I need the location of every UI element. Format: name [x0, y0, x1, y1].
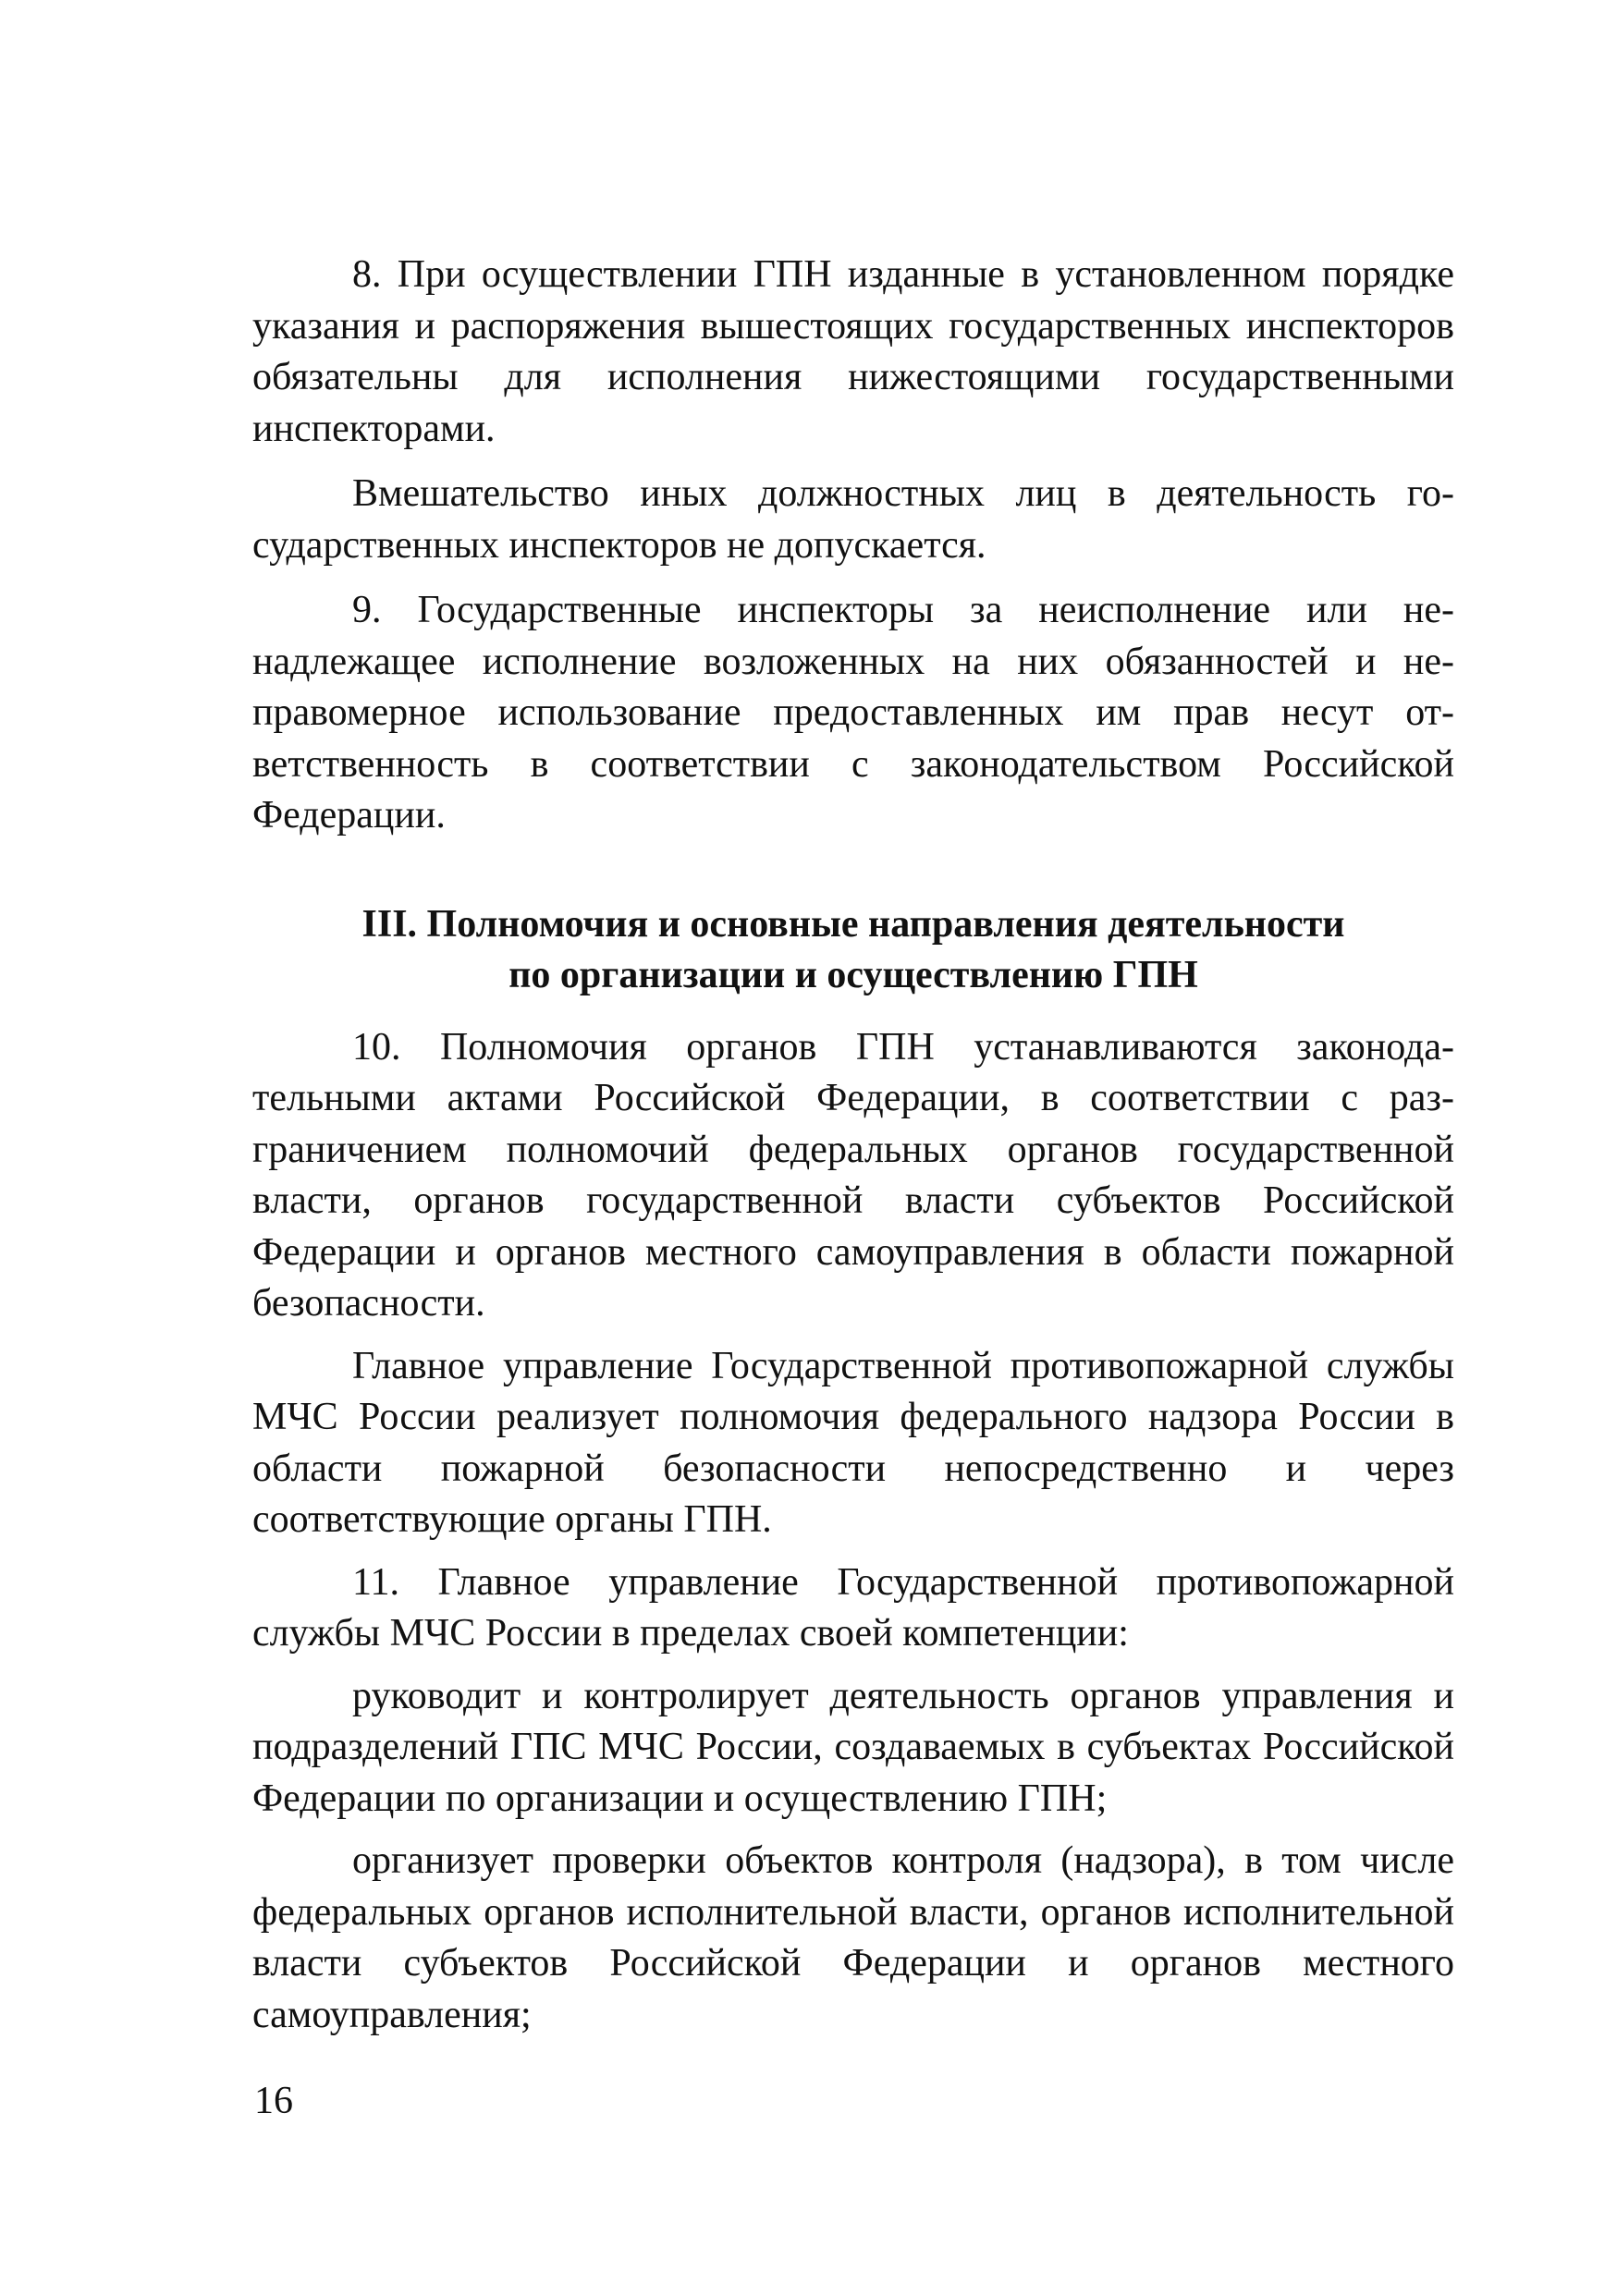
- paragraph-11-item-1: руководит и контролирует деятельность органов управления и подразделений ГПС МЧС России, создаваемых в субъектах Российской Федерации по организации и осуществлению ГПН;: [252, 1674, 1454, 1820]
- paragraph-8: 8. При осуществлении ГПН изданные в установленном порядке указания и распоряжения вышестоящих государственных инспекторов обязательны для исполнения нижестоящими государственными инспекторами.: [252, 253, 1454, 450]
- section-heading: [252, 899, 1454, 1002]
- section-heading-line-2: по организации и осуществлению ГПН: [508, 954, 1198, 996]
- page-number: 16: [254, 2080, 293, 2122]
- paragraph-9: 9. Государственные инспекторы за неисполнение или ненадлежащее исполнение возложенных на них обязанностей и неправомерное использование предоставленных им прав несут ответственность в соответствии с законодательством Российской Федерации.: [252, 589, 1454, 837]
- paragraph-10-continuation: Главное управление Государственной противопожарной службы МЧС России реализует полномочия федерального надзора России в области пожарной безопасности непосредственно и через соответствующие органы ГПН.: [252, 1344, 1454, 1541]
- paragraph-11: 11. Главное управление Государственной противопожарной службы МЧС России в пределах своей компетенции:: [252, 1560, 1454, 1655]
- paragraph-11-item-2: организует проверки объектов контроля (надзора), в том числе федеральных органов исполнительной власти, органов исполнительной власти субъектов Российской Федерации и органов местного самоуправления;: [252, 1839, 1454, 2036]
- section-heading-line-1: III. Полномочия и основные направления деятельности: [361, 902, 1345, 946]
- paragraph-8-continuation: Вмешательство иных должностных лиц в деятельность государственных инспекторов не допускается.: [252, 472, 1454, 567]
- paragraph-10: 10. Полномочия органов ГПН устанавливаются законодательными актами Российской Федерации, в соответствии с разграничением полномочий федеральных органов государственной власти, органов государственной власти субъектов Российской Федерации и органов местного самоуправления в области пожарной безопасности.: [252, 1025, 1454, 1325]
- page-content: [252, 250, 1454, 2041]
